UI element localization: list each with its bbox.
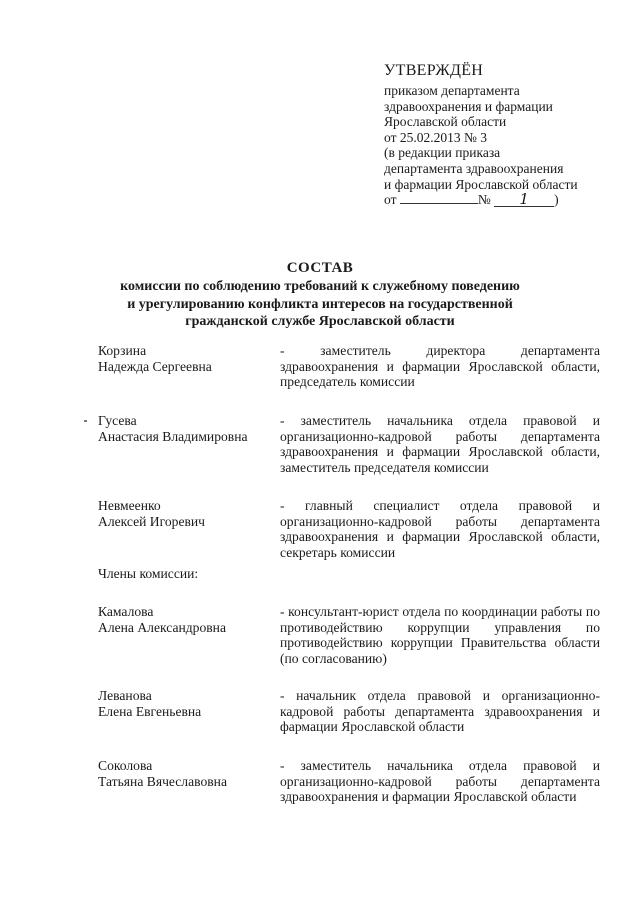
member-surname: Невмеенко — [98, 498, 161, 513]
approval-line: и фармации Ярославской области — [384, 176, 578, 192]
document-subtitle: гражданской службе Ярославской области — [185, 314, 455, 329]
approval-title: УТВЕРЖДЁН — [384, 62, 484, 79]
member-name — [98, 758, 278, 789]
members-label: Члены комиссии: — [98, 566, 199, 581]
approval-line: здравоохранения и фармации — [384, 98, 553, 114]
member-given-names: Елена Евгеньевна — [98, 703, 202, 719]
document-subtitle: и урегулированию конфликта интересов на государственной — [127, 296, 513, 312]
member-role: - заместитель начальника отдела правовой и организационно-кадровой работы департамента здравоохранения и фармации Ярославской области, заместитель председателя комиссии — [280, 413, 600, 475]
member-name — [98, 343, 278, 374]
approval-line: (в редакции приказа — [384, 145, 501, 161]
approval-line: департамента здравоохранения — [384, 160, 564, 176]
member-role: - заместитель начальника отдела правовой и организационно-кадровой работы департамента здравоохранения и фармации Ярославской области — [280, 758, 600, 804]
member-given-names: Алексей Игоревич — [98, 513, 206, 529]
member-surname: Гусева — [98, 413, 137, 428]
member-role: - заместитель директора департамента здравоохранения и фармации Ярославской области, председатель комиссии — [280, 343, 600, 389]
member-surname: Соколова — [98, 758, 153, 773]
approval-order-date: от 25.02.2013 № 3 — [384, 129, 487, 145]
member-name — [98, 688, 278, 719]
approval-revision-line — [384, 192, 624, 208]
handwritten-date — [400, 203, 478, 204]
member-role: - консультант-юрист отдела по координации работы по противодействию коррупции управления по противодействию коррупции Правительства области (по согласованию) — [280, 604, 600, 666]
document-subtitle: комиссии по соблюдению требований к служебному поведению — [120, 279, 520, 294]
member-given-names: Анастасия Владимировна — [98, 428, 248, 444]
member-name — [98, 604, 278, 635]
closing-paren: ) — [554, 192, 559, 208]
approval-stamp-block — [384, 62, 624, 208]
member-role: - главный специалист отдела правовой и организационно-кадровой работы департамента здравоохранения и фармации Ярославской области, секретарь комиссии — [280, 498, 600, 560]
handwritten-number: 1 — [494, 192, 554, 207]
member-given-names: Татьяна Вячеславовна — [98, 773, 227, 789]
approval-line: Ярославской области — [384, 114, 507, 130]
member-surname: Корзина — [98, 343, 147, 358]
member-name — [98, 413, 278, 444]
member-given-names: Надежда Сергеевна — [98, 358, 212, 374]
member-surname: Леванова — [98, 688, 152, 703]
from-label: от — [384, 192, 397, 208]
margin-mark — [84, 420, 87, 422]
member-name — [98, 498, 278, 529]
member-given-names: Алена Александровна — [98, 619, 226, 635]
member-role: - начальник отдела правовой и организационно-кадровой работы департамента здравоохранения и фармации Ярославской области — [280, 688, 600, 734]
number-label: № — [477, 192, 491, 208]
member-surname: Камалова — [98, 604, 154, 619]
document-title: СОСТАВ — [286, 260, 354, 276]
document-heading — [0, 258, 640, 331]
approval-line: приказом департамента — [384, 83, 520, 98]
